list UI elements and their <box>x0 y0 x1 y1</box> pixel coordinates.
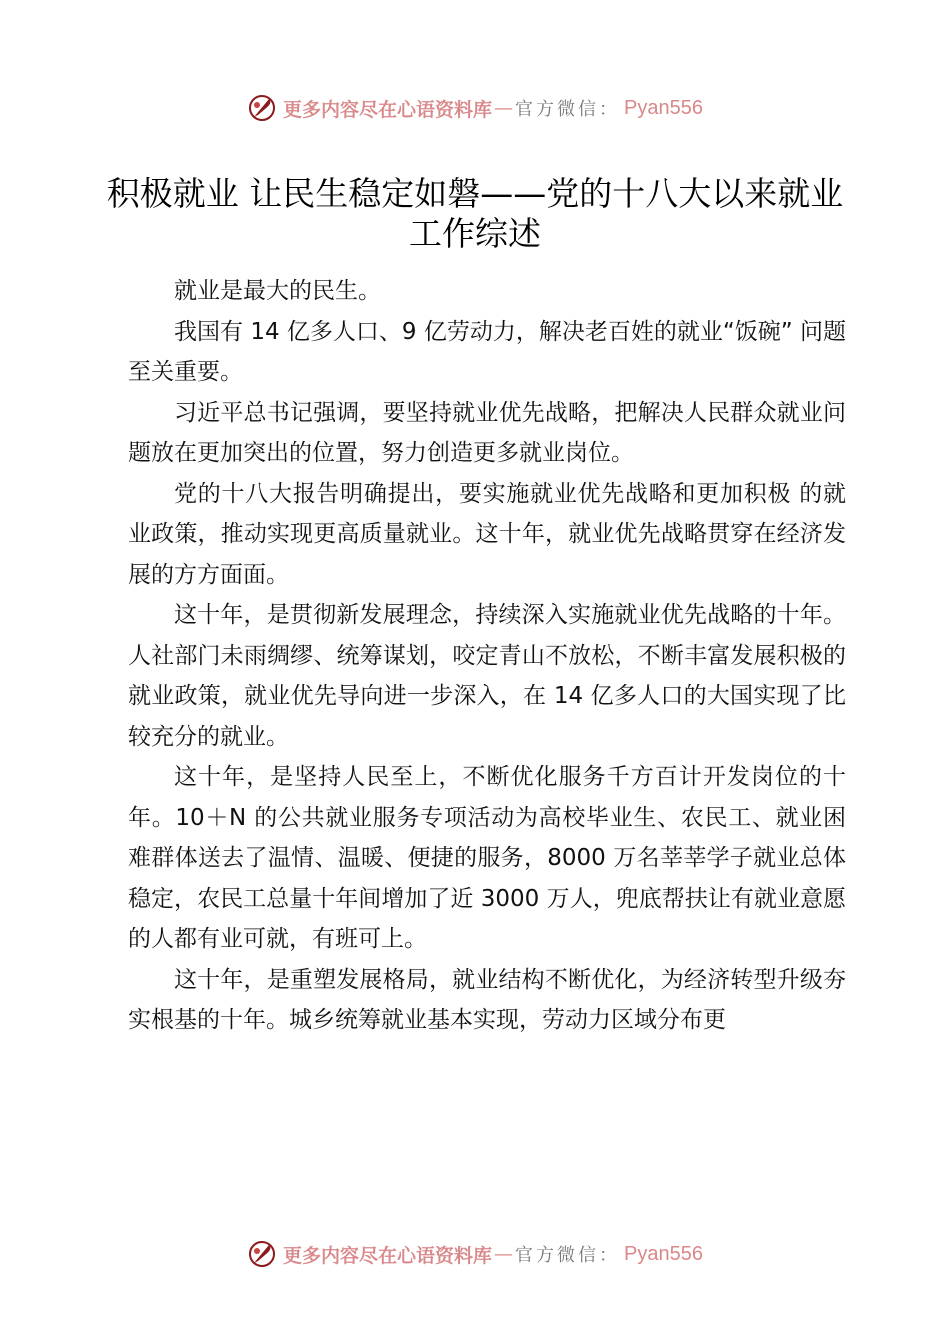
banner-wechat-label: 官方微信： <box>515 99 621 120</box>
header-banner <box>0 88 950 128</box>
banner-wechat-id: Pyan556 <box>624 1242 703 1265</box>
banner-brand-text: 更多内容尽在心语资料库 <box>283 1244 493 1267</box>
footer-banner <box>0 1234 950 1274</box>
banner-wechat-id: Pyan556 <box>624 96 703 119</box>
banner-brand-text: 更多内容尽在心语资料库 <box>283 98 493 121</box>
paragraph: 就业是最大的民生。 <box>174 278 381 304</box>
paragraph: 党的十八大报告明确提出，要实施就业优先战略和更加积极 的就业政策，推动实现更高质量就业。这十年，就业优先战略贯穿在经济发展的方方面面。 <box>128 480 846 588</box>
document-title: 积极就业 让民生稳定如磐——党的十八大以来就业工作综述 <box>106 174 844 253</box>
paragraph: 这十年，是重塑发展格局，就业结构不断优化，为经济转型升级夯实根基的十年。城乡统筹就业基本实现，劳动力区域分布更 <box>128 966 846 1033</box>
banner-separator: — <box>494 1243 514 1265</box>
banner-wechat-label: 官方微信： <box>515 1245 621 1266</box>
quill-logo-icon <box>247 1239 277 1269</box>
paragraph: 这十年，是贯彻新发展理念，持续深入实施就业优先战略的十年。人社部门未雨绸缪、统筹谋划，咬定青山不放松，不断丰富发展积极的就业政策，就业优先导向进一步深入，在 14 亿多人口的大国实现了比较充分的就业。 <box>128 602 846 750</box>
paragraph: 这十年，是坚持人民至上，不断优化服务千方百计开发岗位的十年。10＋N 的公共就业服务专项活动为高校毕业生、农民工、就业困难群体送去了温情、温暖、便捷的服务，8000 万名莘莘学子就业总体稳定，农民工总量十年间增加了近 3000 万人，兜底帮扶让有就业意愿的人都有业可就，有班可上。 <box>128 764 846 952</box>
quill-logo-icon <box>247 93 277 123</box>
banner-separator: — <box>494 97 514 119</box>
document-body <box>128 271 846 1041</box>
paragraph: 习近平总书记强调，要坚持就业优先战略，把解决人民群众就业问题放在更加突出的位置，努力创造更多就业岗位。 <box>128 399 846 466</box>
paragraph: 我国有 14 亿多人口、9 亿劳动力，解决老百姓的就业“饭碗” 问题至关重要。 <box>128 318 846 385</box>
